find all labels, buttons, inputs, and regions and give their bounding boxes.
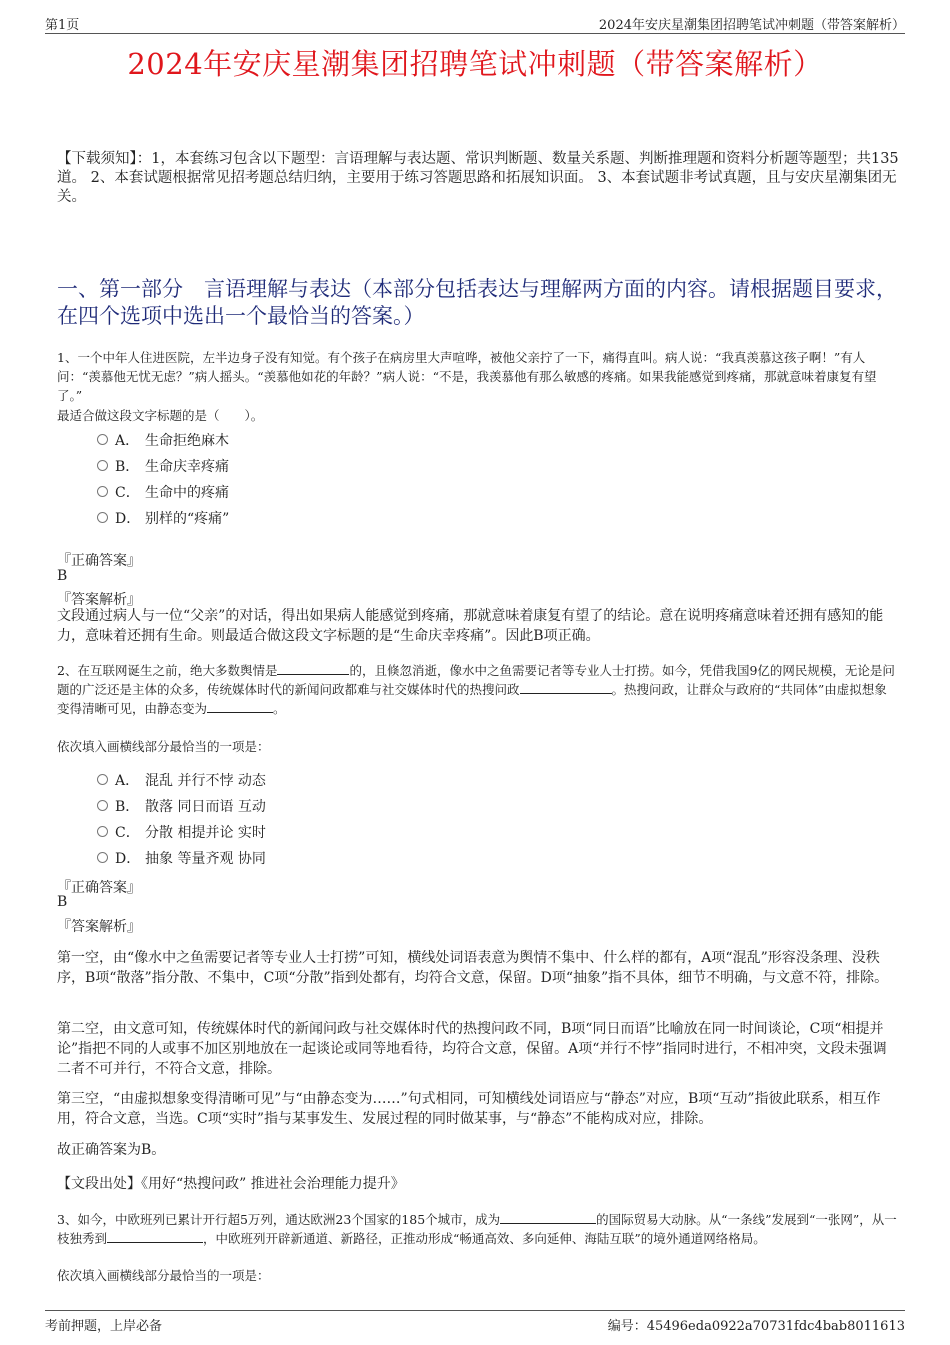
q2-option-d[interactable] (97, 848, 397, 868)
question-2-prompt: 依次填入画横线部分最恰当的一项是： (57, 739, 270, 754)
option-letter: C． (115, 485, 140, 501)
option-text: 散落 同日而语 互动 (145, 799, 266, 815)
footer-divider (45, 1310, 905, 1311)
option-letter: B． (115, 799, 140, 815)
q1-option-c[interactable] (97, 482, 397, 502)
radio-icon[interactable] (97, 852, 108, 863)
option-letter: A． (115, 433, 140, 449)
option-text: 生命拒绝麻木 (145, 433, 229, 449)
radio-icon[interactable] (97, 434, 108, 445)
q2-analysis-conclusion: 故正确答案为B。 (57, 1142, 166, 1158)
q3-text-part: 的国际贸易大动脉。从“一条线”发展到“一张网”，从一枝独秀到 (57, 1212, 897, 1246)
q3-text-part: 3、如今，中欧班列已累计开行超5万列，通达欧洲23个国家的185个城市，成为 (57, 1212, 501, 1227)
q2-text-part: 2、在互联网诞生之前，绝大多数舆情是 (57, 663, 278, 678)
option-letter: D． (115, 851, 141, 867)
question-1-prompt: 最适合做这段文字标题的是（ ）。 (57, 408, 264, 423)
question-3-text (57, 1210, 897, 1248)
download-notice: 【下载须知】：1，本套练习包含以下题型：言语理解与表达题、常识判断题、数量关系题、判断推理题和资料分析题等题型；共135道。 2、本套试题根据常见招考题总结归纳，主要用于练习答题思路和拓展知识面。 3、本套试题非考试真题，且与安庆星潮集团无关。 (57, 151, 899, 205)
radio-icon[interactable] (97, 486, 108, 497)
blank-line (520, 680, 612, 694)
radio-icon[interactable] (97, 512, 108, 523)
option-text: 抽象 等量齐观 协同 (145, 851, 266, 867)
page-title: 2024年安庆星潮集团招聘笔试冲刺题（带答案解析） (127, 47, 823, 81)
q1-option-a[interactable] (97, 430, 397, 450)
option-text: 生命中的疼痛 (145, 485, 229, 501)
option-letter: A． (115, 773, 140, 789)
header-doc-title: 2024年安庆星潮集团招聘笔试冲刺题（带答案解析） (598, 18, 905, 33)
q1-answer-label: 『正确答案』 (57, 553, 141, 569)
blank-line (207, 699, 273, 713)
q2-analysis-para-1: 第一空，由“像水中之鱼需要记者等专业人士打捞”可知，横线处词语表意为舆情不集中、什么样的都有，A项“混乱”形容没条理、没秩序，B项“散落”指分散、不集中，C项“分散”指到处都有，均符合文意，保留。D项“抽象”指不具体，细节不明确，与文意不符，排除。 (57, 950, 889, 986)
radio-icon[interactable] (97, 800, 108, 811)
q3-text-part: ，中欧班列开辟新通道、新路径，正推动形成“畅通高效、多向延伸、海陆互联”的境外通道网络格局。 (203, 1231, 766, 1246)
question-1-text: 1、一个中年人住进医院，左半边身子没有知觉。有个孩子在病房里大声喧哗，被他父亲拧了一下，痛得直叫。病人说：“我真羡慕这孩子啊！”有人问：“羡慕他无忧无虑？”病人摇头。“羡慕他如花的年龄？”病人说：“不是，我羡慕他有那么敏感的疼痛。如果我能感觉到疼痛，那就意味着康复有望了。” (57, 350, 877, 403)
q1-option-b[interactable] (97, 456, 397, 476)
q2-option-b[interactable] (97, 796, 397, 816)
option-text: 混乱 并行不悖 动态 (145, 773, 266, 789)
blank-line (107, 1229, 203, 1243)
footer-serial-number: 编号：45496eda0922a70731fdc4bab8011613 (607, 1319, 905, 1334)
q1-analysis: 文段通过病人与一位“父亲”的对话，得出如果病人能感觉到疼痛，那就意味着康复有望了的结论。意在说明疼痛意味着还拥有感知的能力，意味着还拥有生命。则最适合做这段文字标题的是“生命庆幸疼痛”。因此B项正确。 (57, 608, 884, 644)
q2-source: 【文段出处】《用好“热搜问政” 推进社会治理能力提升》 (57, 1176, 405, 1192)
section-heading: 一、第一部分 言语理解与表达（本部分包括表达与理解两方面的内容。请根据题目要求，在四个选项中选出一个最恰当的答案。） (57, 277, 897, 328)
q2-analysis-label: 『答案解析』 (57, 919, 141, 935)
footer-slogan: 考前押题，上岸必备 (45, 1319, 163, 1334)
q2-text-part: 。热搜问政，让群众与政府的“共同体”由虚拟想象变得清晰可见，由静态变为 (57, 682, 887, 716)
q2-answer: B (57, 894, 68, 910)
q2-option-a[interactable] (97, 770, 397, 790)
question-2-text (57, 661, 897, 718)
option-letter: B． (115, 459, 140, 475)
question-3-prompt: 依次填入画横线部分最恰当的一项是： (57, 1268, 270, 1283)
q2-text-part: 的，且倏忽消逝，像水中之鱼需要记者等专业人士打捞。如今，凭借我国9亿的网民规模，无论是问题的广泛还是主体的众多，传统媒体时代的新闻问政都难与社交媒体时代的热搜问政 (57, 663, 895, 697)
q2-text-part: 。 (273, 701, 286, 716)
q1-analysis-label: 『答案解析』 (57, 592, 141, 608)
q2-option-c[interactable] (97, 822, 397, 842)
radio-icon[interactable] (97, 460, 108, 471)
option-letter: C． (115, 825, 140, 841)
option-text: 生命庆幸疼痛 (145, 459, 229, 475)
header-divider (45, 33, 905, 34)
radio-icon[interactable] (97, 774, 108, 785)
q1-option-d[interactable] (97, 508, 397, 528)
option-text: 别样的“疼痛” (145, 511, 230, 527)
blank-line (500, 1210, 596, 1224)
q2-analysis-para-2: 第二空，由文意可知，传统媒体时代的新闻问政与社交媒体时代的热搜问政不同，B项“同日而语”比喻放在同一时间谈论，C项“相提并论”指把不同的人或事不加区别地放在一起谈论或同等地看待，均符合文意，保留。A项“并行不悖”指同时进行，不相冲突，文段未强调二者不可并行，不符合文意，排除。 (57, 1021, 887, 1077)
q1-answer: B (57, 568, 68, 584)
q2-answer-label: 『正确答案』 (57, 880, 141, 896)
option-letter: D． (115, 511, 141, 527)
page-number: 第1页 (45, 18, 80, 33)
option-text: 分散 相提并论 实时 (145, 825, 266, 841)
q2-analysis-para-3: 第三空，“由虚拟想象变得清晰可见”与“由静态变为……”句式相同，可知横线处词语应与“静态”对应，B项“互动”指彼此联系，相互作用，符合文意，当选。C项“实时”指与某事发生、发展过程的同时做某事，与“静态”不能构成对应，排除。 (57, 1091, 881, 1127)
radio-icon[interactable] (97, 826, 108, 837)
blank-line (277, 661, 349, 675)
